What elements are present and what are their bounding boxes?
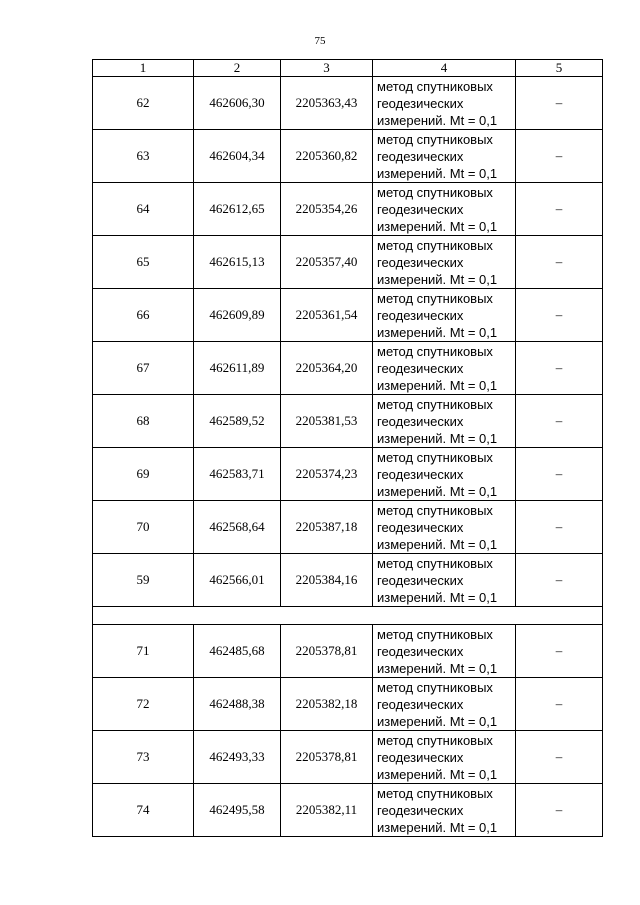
- method-cell: [373, 784, 516, 837]
- method-cell: [373, 448, 516, 501]
- method-line: геодезических: [377, 749, 464, 765]
- method-line: измерений. Mt = 0,1: [377, 112, 498, 128]
- method-line: измерений. Mt = 0,1: [377, 660, 498, 676]
- y-coordinate-cell: 2205374,23: [281, 448, 373, 501]
- note-cell: –: [516, 395, 603, 448]
- method-line: геодезических: [377, 519, 464, 535]
- note-cell: –: [516, 784, 603, 837]
- note-cell: –: [516, 731, 603, 784]
- point-number-cell: 59: [93, 554, 194, 607]
- point-number-cell: 69: [93, 448, 194, 501]
- method-line: геодезических: [377, 643, 464, 659]
- y-coordinate-cell: 2205387,18: [281, 501, 373, 554]
- x-coordinate-cell: 462606,30: [194, 77, 281, 130]
- note-cell: –: [516, 501, 603, 554]
- x-coordinate-cell: 462566,01: [194, 554, 281, 607]
- method-line: геодезических: [377, 802, 464, 818]
- point-number-cell: 74: [93, 784, 194, 837]
- method-cell: [373, 554, 516, 607]
- x-coordinate-cell: 462611,89: [194, 342, 281, 395]
- header-cell: 1: [93, 60, 194, 77]
- header-cell: 3: [281, 60, 373, 77]
- table-row: [93, 395, 603, 448]
- separator-cell: [93, 607, 603, 625]
- table-row: [93, 183, 603, 236]
- method-line: метод спутниковых: [377, 237, 493, 253]
- x-coordinate-cell: 462493,33: [194, 731, 281, 784]
- x-coordinate-cell: 462568,64: [194, 501, 281, 554]
- y-coordinate-cell: 2205361,54: [281, 289, 373, 342]
- note-cell: –: [516, 554, 603, 607]
- point-number-cell: 72: [93, 678, 194, 731]
- y-coordinate-cell: 2205384,16: [281, 554, 373, 607]
- table-row: [93, 236, 603, 289]
- x-coordinate-cell: 462583,71: [194, 448, 281, 501]
- method-cell: [373, 183, 516, 236]
- method-line: геодезических: [377, 201, 464, 217]
- method-cell: [373, 236, 516, 289]
- x-coordinate-cell: 462495,58: [194, 784, 281, 837]
- method-line: измерений. Mt = 0,1: [377, 271, 498, 287]
- table-row: [93, 625, 603, 678]
- method-line: геодезических: [377, 360, 464, 376]
- note-cell: –: [516, 289, 603, 342]
- method-line: измерений. Mt = 0,1: [377, 377, 498, 393]
- y-coordinate-cell: 2205357,40: [281, 236, 373, 289]
- method-line: геодезических: [377, 95, 464, 111]
- method-cell: [373, 342, 516, 395]
- note-cell: –: [516, 625, 603, 678]
- method-line: измерений. Mt = 0,1: [377, 324, 498, 340]
- method-line: измерений. Mt = 0,1: [377, 819, 498, 835]
- method-cell: [373, 731, 516, 784]
- method-line: геодезических: [377, 413, 464, 429]
- header-cell: 5: [516, 60, 603, 77]
- y-coordinate-cell: 2205354,26: [281, 183, 373, 236]
- x-coordinate-cell: 462488,38: [194, 678, 281, 731]
- x-coordinate-cell: 462609,89: [194, 289, 281, 342]
- y-coordinate-cell: 2205378,81: [281, 625, 373, 678]
- point-number-cell: 65: [93, 236, 194, 289]
- method-line: метод спутниковых: [377, 785, 493, 801]
- coordinates-table: [92, 59, 603, 837]
- y-coordinate-cell: 2205363,43: [281, 77, 373, 130]
- table-row: [93, 731, 603, 784]
- note-cell: –: [516, 130, 603, 183]
- method-line: метод спутниковых: [377, 679, 493, 695]
- method-line: измерений. Mt = 0,1: [377, 589, 498, 605]
- method-line: геодезических: [377, 572, 464, 588]
- table-row: [93, 448, 603, 501]
- method-line: геодезических: [377, 696, 464, 712]
- method-cell: [373, 678, 516, 731]
- point-number-cell: 71: [93, 625, 194, 678]
- method-line: геодезических: [377, 254, 464, 270]
- x-coordinate-cell: 462612,65: [194, 183, 281, 236]
- point-number-cell: 66: [93, 289, 194, 342]
- table-row: [93, 289, 603, 342]
- point-number-cell: 63: [93, 130, 194, 183]
- method-line: метод спутниковых: [377, 184, 493, 200]
- method-line: геодезических: [377, 466, 464, 482]
- table-row: [93, 130, 603, 183]
- method-cell: [373, 289, 516, 342]
- y-coordinate-cell: 2205378,81: [281, 731, 373, 784]
- method-line: метод спутниковых: [377, 626, 493, 642]
- header-row: [93, 60, 603, 77]
- table-row: [93, 77, 603, 130]
- method-line: метод спутниковых: [377, 732, 493, 748]
- point-number-cell: 70: [93, 501, 194, 554]
- method-cell: [373, 77, 516, 130]
- method-line: метод спутниковых: [377, 343, 493, 359]
- method-line: метод спутниковых: [377, 396, 493, 412]
- header-cell: 4: [373, 60, 516, 77]
- point-number-cell: 62: [93, 77, 194, 130]
- method-line: метод спутниковых: [377, 555, 493, 571]
- method-line: геодезических: [377, 148, 464, 164]
- method-line: метод спутниковых: [377, 78, 493, 94]
- page-number: 75: [314, 35, 326, 47]
- method-line: метод спутниковых: [377, 290, 493, 306]
- point-number-cell: 73: [93, 731, 194, 784]
- x-coordinate-cell: 462589,52: [194, 395, 281, 448]
- point-number-cell: 64: [93, 183, 194, 236]
- method-line: измерений. Mt = 0,1: [377, 430, 498, 446]
- y-coordinate-cell: 2205382,11: [281, 784, 373, 837]
- table-row: [93, 784, 603, 837]
- method-cell: [373, 130, 516, 183]
- y-coordinate-cell: 2205382,18: [281, 678, 373, 731]
- method-line: измерений. Mt = 0,1: [377, 218, 498, 234]
- method-line: измерений. Mt = 0,1: [377, 165, 498, 181]
- method-line: измерений. Mt = 0,1: [377, 713, 498, 729]
- note-cell: –: [516, 183, 603, 236]
- table-row: [93, 501, 603, 554]
- note-cell: –: [516, 342, 603, 395]
- x-coordinate-cell: 462485,68: [194, 625, 281, 678]
- x-coordinate-cell: 462604,34: [194, 130, 281, 183]
- note-cell: –: [516, 236, 603, 289]
- method-line: метод спутниковых: [377, 449, 493, 465]
- method-line: метод спутниковых: [377, 502, 493, 518]
- table-row: [93, 678, 603, 731]
- y-coordinate-cell: 2205360,82: [281, 130, 373, 183]
- table-body: [93, 60, 603, 837]
- table-row: [93, 554, 603, 607]
- point-number-cell: 67: [93, 342, 194, 395]
- note-cell: –: [516, 77, 603, 130]
- y-coordinate-cell: 2205381,53: [281, 395, 373, 448]
- group-separator-row: [93, 607, 603, 625]
- method-cell: [373, 625, 516, 678]
- method-cell: [373, 395, 516, 448]
- method-line: геодезических: [377, 307, 464, 323]
- note-cell: –: [516, 448, 603, 501]
- method-line: измерений. Mt = 0,1: [377, 536, 498, 552]
- header-cell: 2: [194, 60, 281, 77]
- y-coordinate-cell: 2205364,20: [281, 342, 373, 395]
- method-line: измерений. Mt = 0,1: [377, 483, 498, 499]
- point-number-cell: 68: [93, 395, 194, 448]
- table-row: [93, 342, 603, 395]
- note-cell: –: [516, 678, 603, 731]
- method-line: измерений. Mt = 0,1: [377, 766, 498, 782]
- x-coordinate-cell: 462615,13: [194, 236, 281, 289]
- method-line: метод спутниковых: [377, 131, 493, 147]
- method-cell: [373, 501, 516, 554]
